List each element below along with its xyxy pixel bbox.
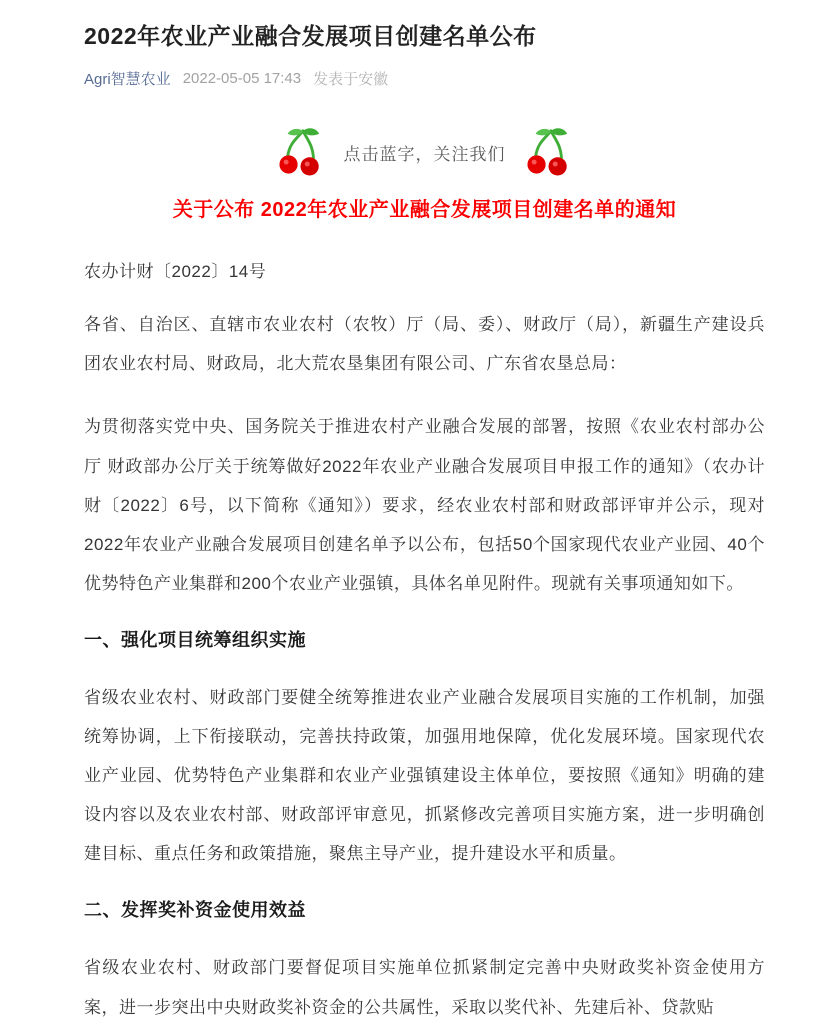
publish-location: 发表于安徽 — [313, 71, 389, 89]
cherries-icon — [278, 127, 324, 177]
follow-us-banner — [84, 123, 765, 181]
publish-datetime: 2022-05-05 17:43 — [182, 70, 302, 88]
banner-text: 点击蓝字，关注我们 — [343, 144, 506, 164]
account-name-link[interactable]: Agri智慧农业 — [84, 71, 171, 89]
cherries-icon — [526, 127, 572, 177]
section-2-heading: 二、发挥奖补资金使用效益 — [84, 900, 306, 921]
notice-title: 关于公布 2022年农业产业融合发展项目创建名单的通知 — [172, 199, 677, 222]
section-1-heading: 一、强化项目统筹组织实施 — [84, 629, 306, 650]
section-2-paragraph: 省级农业农村、财政部门要督促项目实施单位抓紧制定完善中央财政奖补资金使用方案，进一步突出中央财政奖补资金的公共属性，采取以奖代补、先建后补、贷款贴 — [84, 958, 765, 1017]
addressees-paragraph: 各省、自治区、直辖市农业农村（农牧）厅（局、委）、财政厅（局），新疆生产建设兵团农业农村局、财政局，北大荒农垦集团有限公司、广东省农垦总局： — [84, 315, 765, 374]
document-number: 农办计财〔2022〕14号 — [84, 262, 267, 282]
intro-paragraph: 为贯彻落实党中央、国务院关于推进农村产业融合发展的部署，按照《农业农村部办公厅 财政部办公厅关于统筹做好2022年农业产业融合发展项目申报工作的通知》（农办计财〔2022〕6号，以下简称《通知》）要求，经农业农村部和财政部评审并公示，现对2022年农业产业融合发展项目创建名单予以公布，包括50个国家现代农业产业园、40个优势特色产业集群和200个农业产业强镇，具体名单见附件。现就有关事项通知如下。 — [84, 417, 765, 593]
article-title: 2022年农业产业融合发展项目创建名单公布 — [84, 23, 537, 49]
byline — [84, 68, 765, 89]
section-1-paragraph: 省级农业农村、财政部门要健全统筹推进农业产业融合发展项目实施的工作机制，加强统筹协调，上下衔接联动，完善扶持政策，加强用地保障，优化发展环境。国家现代农业产业园、优势特色产业集群和农业产业强镇建设主体单位，要按照《通知》明确的建设内容以及农业农村部、财政部评审意见，抓紧修改完善项目实施方案，进一步明确创建目标、重点任务和政策措施，聚焦主导产业，提升建设水平和质量。 — [84, 687, 765, 864]
